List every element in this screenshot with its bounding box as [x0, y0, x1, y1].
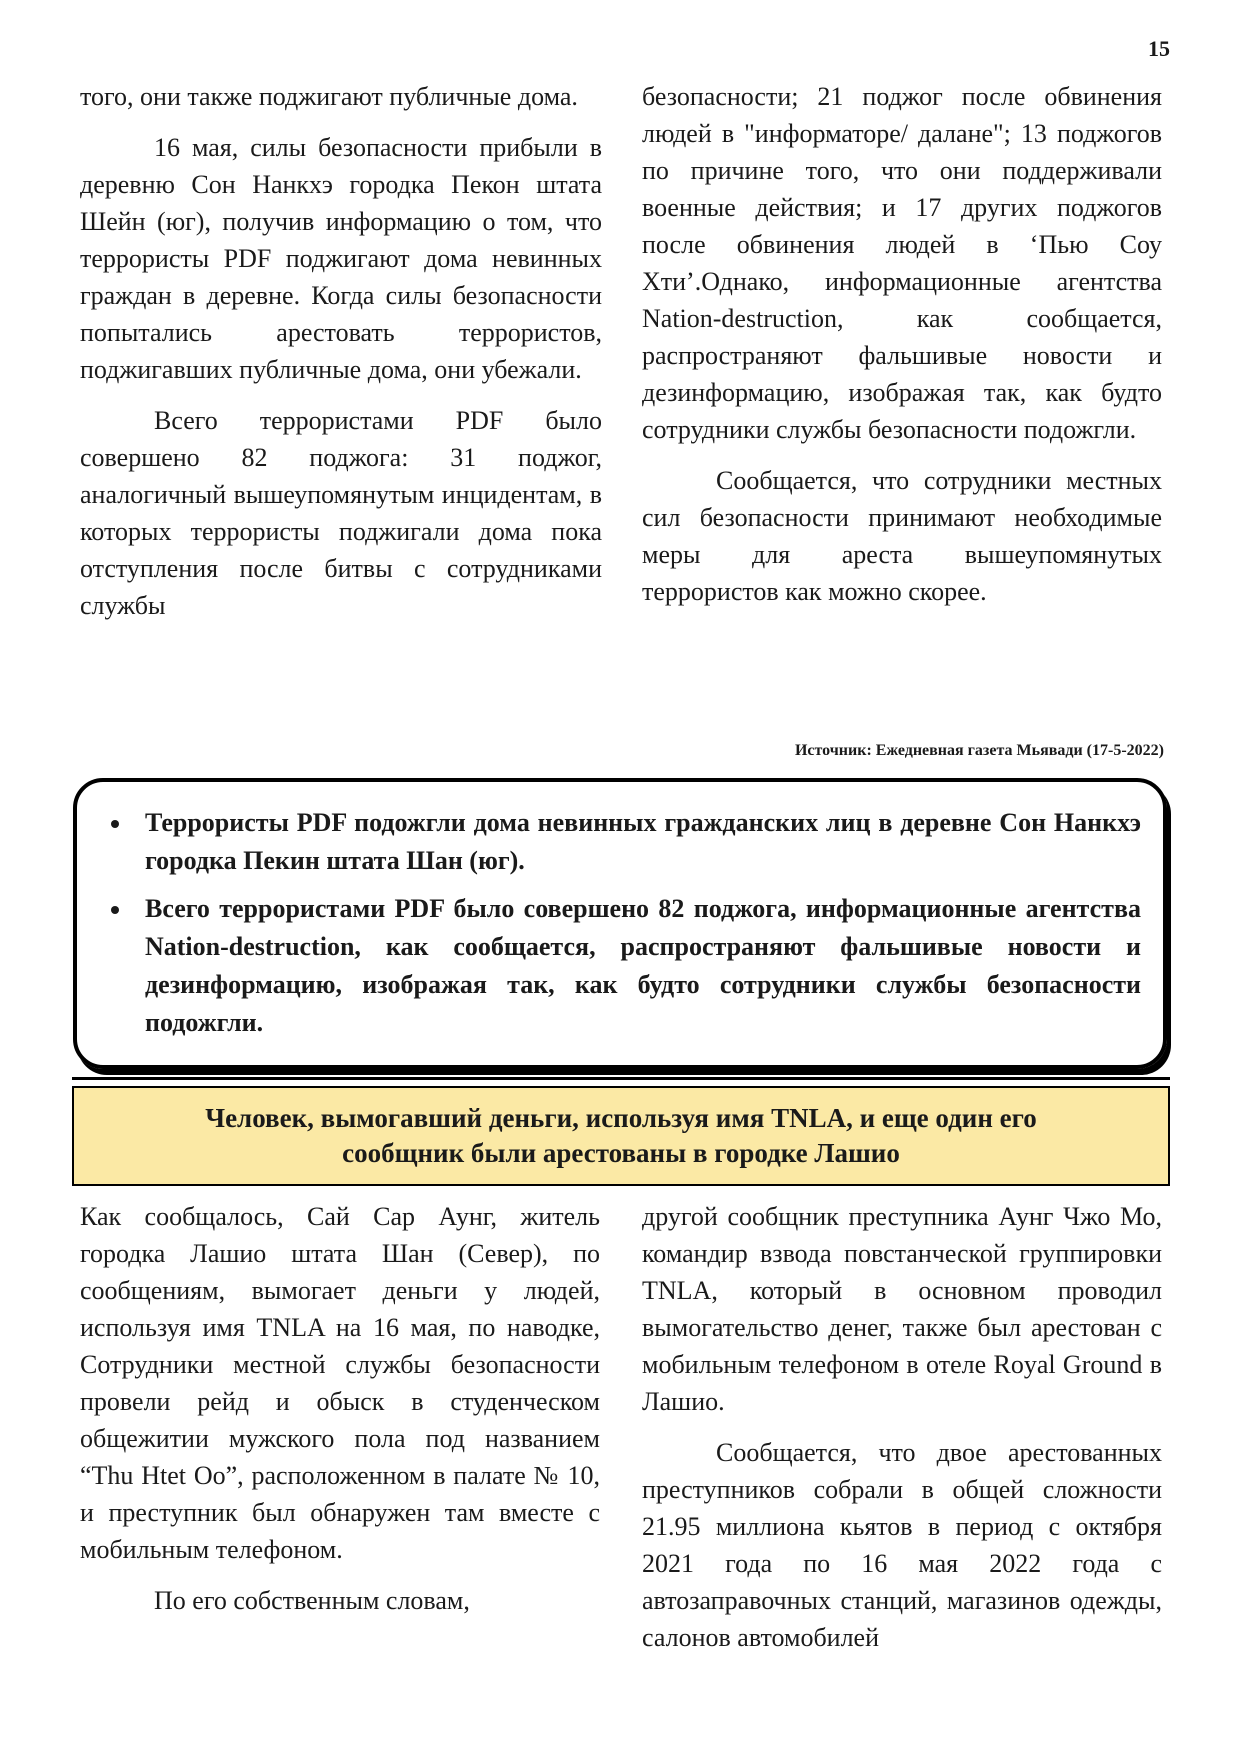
summary-item: • Террористы PDF подожгли дома невинных гражданских лиц в деревне Сон Нанкхэ городка Пекин штата Шан (юг). — [133, 804, 1141, 880]
paragraph: безопасности; 21 поджог после обвинения людей в "информаторе/ далане"; 13 поджогов по причине того, что они поддерживали военные действия; и 17 других поджогов после обвинения людей в ‘Пью Соу Хти’.Однако, информационные агентства Nation-destruction, как сообщается, распространяют фальшивые новости и дезинформацию, изображая так, как будто сотрудники службы безопасности подожгли. — [642, 82, 1162, 444]
paragraph: того, они также поджигают публичные дома. — [80, 82, 578, 111]
paragraph: Как сообщалось, Сай Сар Аунг, житель городка Лашио штата Шан (Север), по сообщениям, вымогает деньги у людей, используя имя TNLA на 16 мая, по наводке, Сотрудники местной службы безопасности провели рейд и обыск в студенческом общежитии мужского пола под названием “Thu Htet Oo”, расположенном в палате № 10, и преступник был обнаружен там вместе с мобильным телефоном. — [80, 1202, 600, 1564]
source-citation: Источник: Ежедневная газета Мьявади (17-5-2022) — [794, 742, 1164, 759]
paragraph: По его собственным словам, — [154, 1586, 470, 1615]
paragraph: Сообщается, что двое арестованных преступников собрали в общей сложности 21.95 миллиона кьятов в период с октября 2021 года по 16 мая 2022 года с автозаправочных станций, магазинов одежды, салонов автомобилей — [642, 1438, 1162, 1652]
article2-right-column — [642, 1198, 1162, 1670]
article1-left-column — [80, 78, 602, 638]
paragraph: 16 мая, силы безопасности прибыли в деревню Сон Нанкхэ городка Пекон штата Шейн (юг), получив информацию о том, что террористы PDF поджигают дома невинных граждан в деревне. Когда силы безопасности попытались арестовать террористов, поджигавших публичные дома, они убежали. — [80, 133, 602, 384]
article2-headline: Человек, вымогавший деньги, используя имя TNLA, и еще один его сообщник были арестованы в городке Лашио — [72, 1086, 1170, 1186]
paragraph: Всего террористами PDF было совершено 82 поджога: 31 поджог, аналогичный вышеупомянутым инцидентам, в которых террористы поджигали дома пока отступления после битвы с сотрудниками службы — [80, 406, 602, 620]
article1-right-column — [642, 78, 1162, 624]
summary-item: • Всего террористами PDF было совершено 82 поджога, информационные агентства Nation-destruction, как сообщается, распространяют фальшивые новости и дезинформацию, изображая так, как будто сотрудники службы безопасности подожгли. — [133, 890, 1141, 1042]
summary-box — [73, 778, 1167, 1069]
paragraph: другой сообщник преступника Аунг Чжо Мо, командир взвода повстанческой группировки TNLA, который в основном проводил вымогательство денег, также был арестован с мобильным телефоном в отеле Royal Ground в Лашио. — [642, 1202, 1162, 1416]
paragraph: Сообщается, что сотрудники местных сил безопасности принимают необходимые меры для ареста вышеупомянутых террористов как можно скорее. — [642, 466, 1162, 606]
summary-list — [77, 804, 1163, 1042]
page-number: 15 — [1148, 36, 1170, 61]
divider — [72, 1077, 1170, 1080]
article2-left-column — [80, 1198, 600, 1633]
